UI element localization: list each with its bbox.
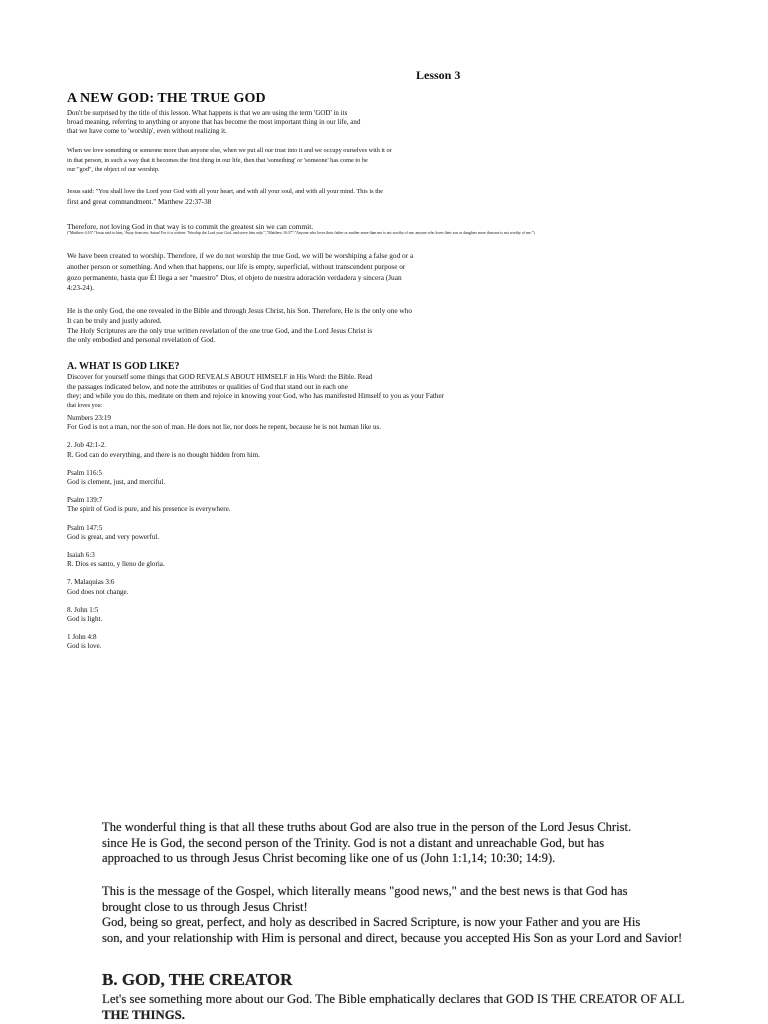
lesson-number: Lesson 3 <box>416 68 461 82</box>
passage-item <box>67 414 381 432</box>
text-line: son, and your relationship with Him is personal and direct, because you accepted His Son as your Lord and Savior! <box>102 930 683 945</box>
passage-reference: 8. John 1:5 <box>67 605 99 614</box>
intro-paragraph-1 <box>67 109 360 136</box>
text-line: Discover for yourself some things that GOD REVEALS ABOUT HIMSELF in His Word: the Bible. Read <box>67 373 373 381</box>
text-line: brought close to us through Jesus Christ! <box>102 899 308 914</box>
text-line: broad meaning, referring to anything or anyone that has become the most important thing in our life, and <box>67 118 361 126</box>
gospel-paragraph-2 <box>102 884 682 946</box>
intro-paragraph-5 <box>67 251 413 294</box>
text-line: The wonderful thing is that all these truths about God are also true in the person of the Lord Jesus Christ. <box>102 820 632 834</box>
text-line: that we have come to 'worship', even without realizing it. <box>67 127 227 135</box>
text-line: that loves you: <box>67 402 103 409</box>
intro-paragraph-6 <box>67 306 412 345</box>
passage-reference: 1 John 4:8 <box>67 633 97 642</box>
passage-reference: Numbers 23:19 <box>67 414 111 422</box>
text-line: first and great commandment." Matthew 22:37-38 <box>67 198 212 206</box>
passage-item <box>67 551 381 569</box>
text-line: When we love something or someone more than anyone else, when we put all our trust into it and we occupy ourselves with it or <box>67 147 392 154</box>
text-line: the passages indicated below, and note the attributes or qualities of God that stand out in each one <box>67 382 348 391</box>
passage-list <box>67 414 381 652</box>
text-line: God, being so great, perfect, and holy as described in Sacred Scripture, is now your Father and you are His <box>102 915 641 930</box>
intro-paragraph-3 <box>67 187 383 207</box>
page-title: A NEW GOD: THE TRUE GOD <box>67 91 266 106</box>
passage-answer: For God is not a man, nor the son of man. He does not lie, nor does he repent, because he is not human like us. <box>67 423 382 432</box>
passage-item <box>67 496 381 514</box>
text-line: another person or something. And when that happens, our life is empty, superficial, without transcendent purpose or <box>67 261 406 271</box>
passage-reference: Isaiah 6:3 <box>67 551 95 560</box>
passage-answer: R. God can do everything, and there is no thought hidden from him. <box>67 450 260 459</box>
text-line: the only embodied and personal revelation of God. <box>67 335 216 345</box>
passage-answer: God is light. <box>67 615 103 624</box>
passage-reference: 7. Malaquias 3:6 <box>67 578 115 587</box>
passage-item <box>67 469 381 487</box>
text-line: they; and while you do this, meditate on them and rejoice in knowing your God, who has manifested Himself to you as your Father <box>67 392 445 401</box>
intro-paragraph-2 <box>67 146 392 175</box>
text-line: since He is God, the second person of the Trinity. God is not a distant and unreachable God, but has <box>102 835 605 850</box>
text-line: Jesus said: "You shall love the Lord your God with all your heart, and with all your soul, and with all your mind. This is the <box>67 188 384 195</box>
passage-item <box>67 441 381 459</box>
intro-paragraph-4: Therefore, not loving God in that way is to commit the greatest sin we can commit. <box>67 222 314 231</box>
text-line: gozo permanente, hasta que Él llega a ser "maestro" Dios, el objeto de nuestra adoración verdadera y sincera (Juan <box>67 272 402 282</box>
text-line: Don't be surprised by the title of this lesson. What happens is that we are using the term 'GOD' in its <box>67 109 348 117</box>
passage-item <box>67 578 381 596</box>
passage-answer: God is love. <box>67 642 102 651</box>
text-line: 4:23-24). <box>67 283 94 293</box>
passage-reference: Psalm 139:7 <box>67 496 103 505</box>
text-line: THE THINGS. <box>102 1007 185 1022</box>
passage-reference: Psalm 147:5 <box>67 523 103 532</box>
text-line: Let's see something more about our God. The Bible emphatically declares that GOD IS THE CREATOR OF ALL <box>102 992 685 1006</box>
passage-answer: God is clement, just, and merciful. <box>67 478 166 487</box>
passage-reference: Psalm 116:5 <box>67 468 103 477</box>
passage-answer: R. Dios es santo, y lleno de gloria. <box>67 560 165 569</box>
text-line: our "god", the object of our worship. <box>67 166 160 173</box>
text-line: He is the only God, the one revealed in the Bible and through Jesus Christ, his Son. Therefore, He is the only one who <box>67 306 412 315</box>
passage-answer: The spirit of God is pure, and his presence is everywhere. <box>67 505 231 514</box>
passage-answer: God is great, and very powerful. <box>67 532 159 541</box>
passage-item <box>67 633 381 651</box>
passage-reference: 2. Job 42:1-2. <box>67 441 107 450</box>
text-line: in that person, in such a way that it becomes the first thing in our life, then that 'something' or 'someone' has come to be <box>67 156 368 164</box>
gospel-paragraph-1 <box>102 820 631 867</box>
passage-item <box>67 606 381 624</box>
section-b-heading: B. GOD, THE CREATOR <box>102 970 293 989</box>
passage-item <box>67 524 381 542</box>
section-a-intro <box>67 373 444 411</box>
text-line: This is the message of the Gospel, which literally means "good news," and the best news is that God has <box>102 884 628 898</box>
text-line: We have been created to worship. Therefore, if we do not worship the true God, we will be worshiping a false god or a <box>67 251 414 260</box>
text-line: approached to us through Jesus Christ becoming like one of us (John 1:1,14; 10:30; 14:9). <box>102 851 556 866</box>
footnote: ("Matthew 4:10":"Jesus said to him, 'Away from me, Satan! For it is written: 'Worship the Lord your God, and serve him only.'","Matthew 10:37":"Anyone who loves their father or mother more than me is not worthy of me; anyone who loves their son or daughter more than me is not worthy of me.") <box>67 231 535 235</box>
text-line: It can be truly and justly adored. <box>67 315 162 325</box>
section-b-intro <box>102 992 684 1023</box>
text-line: The Holy Scriptures are the only true written revelation of the one true God, and the Lord Jesus Christ is <box>67 325 373 335</box>
passage-answer: God does not change. <box>67 587 129 596</box>
section-a-heading: A. WHAT IS GOD LIKE? <box>67 361 180 372</box>
